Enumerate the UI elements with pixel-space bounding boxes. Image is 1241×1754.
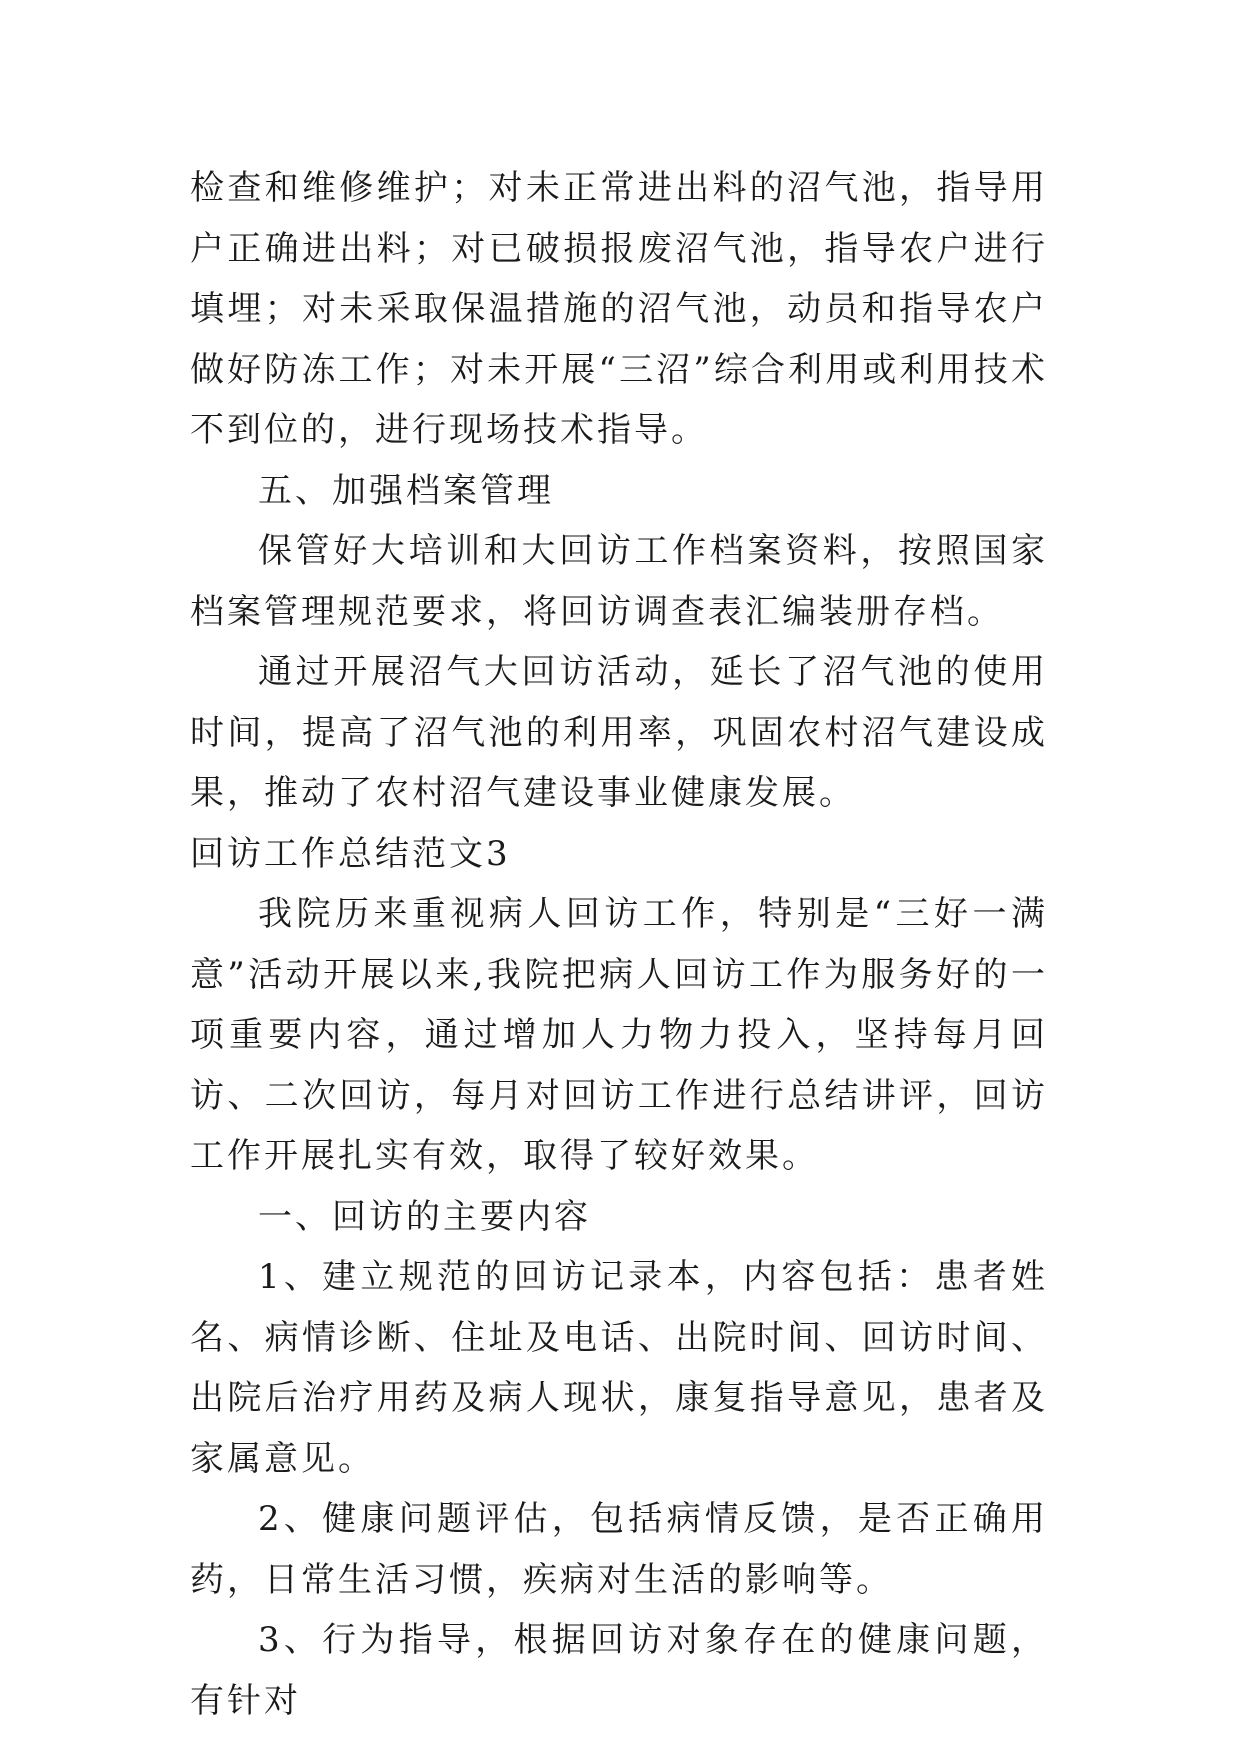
document-body: [190, 158, 1048, 1731]
paragraph-hospital-intro: 我院历来重视病人回访工作，特别是“三好一满意”活动开展以来,我院把病人回访工作为服务好的一项重要内容，通过增加人力物力投入，坚持每月回访、二次回访，每月对回访工作进行总结讲评，回访工作开展扎实有效，取得了较好效果。: [190, 894, 1048, 1176]
list-item-2: 2、健康问题评估，包括病情反馈，是否正确用药，日常生活习惯，疾病对生活的影响等。: [190, 1499, 1048, 1600]
paragraph-maintenance-guidance: 检查和维修维护；对未正常进出料的沼气池，指导用户正确进出料；对已破损报废沼气池，指导农户进行填埋；对未采取保温措施的沼气池，动员和指导农户做好防冻工作；对未开展“三沼”综合利用或利用技术不到位的，进行现场技术指导。: [190, 168, 1048, 450]
paragraph-conclusion: 通过开展沼气大回访活动，延长了沼气池的使用时间，提高了沼气池的利用率，巩固农村沼气建设成果，推动了农村沼气建设事业健康发展。: [190, 652, 1048, 813]
article-title: 回访工作总结范文3: [190, 833, 511, 874]
section-heading-main-content: 一、回访的主要内容: [258, 1196, 591, 1237]
list-item-1: 1、建立规范的回访记录本，内容包括：患者姓名、病情诊断、住址及电话、出院时间、回访时间、出院后治疗用药及病人现状，康复指导意见，患者及家属意见。: [190, 1257, 1048, 1479]
section-heading-archive: 五、加强档案管理: [258, 470, 554, 511]
list-item-3: 3、行为指导，根据回访对象存在的健康问题，有针对: [190, 1620, 1048, 1721]
paragraph-archive: 保管好大培训和大回访工作档案资料，按照国家档案管理规范要求，将回访调查表汇编装册存档。: [190, 531, 1048, 632]
